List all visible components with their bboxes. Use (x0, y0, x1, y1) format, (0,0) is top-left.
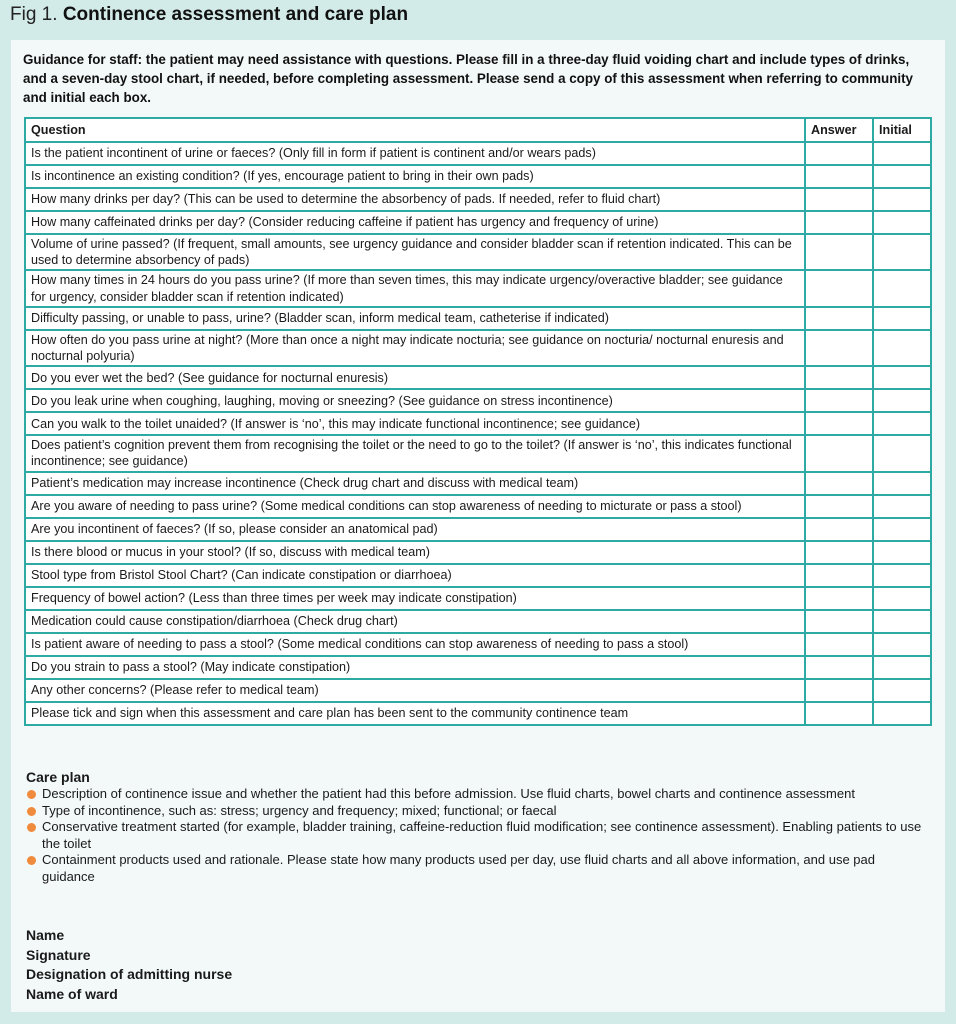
initial-cell[interactable] (873, 518, 931, 541)
initial-cell[interactable] (873, 610, 931, 633)
initial-cell[interactable] (873, 495, 931, 518)
assessment-table (24, 117, 932, 726)
care-plan-title: Care plan (26, 769, 90, 785)
initial-cell[interactable] (873, 234, 931, 270)
header-initial: Initial (873, 118, 931, 142)
table-row (25, 165, 931, 188)
table-row (25, 518, 931, 541)
answer-cell[interactable] (805, 165, 873, 188)
question-cell: Stool type from Bristol Stool Chart? (Can indicate constipation or diarrhoea) (25, 564, 805, 587)
list-item (26, 819, 931, 852)
care-plan-item-text: Description of continence issue and whether the patient had this before admission. Use fluid charts, bowel charts and continence assessment (42, 786, 855, 801)
table-row (25, 610, 931, 633)
table-row (25, 472, 931, 495)
answer-cell[interactable] (805, 518, 873, 541)
answer-cell[interactable] (805, 633, 873, 656)
question-cell: How many caffeinated drinks per day? (Consider reducing caffeine if patient has urgency and frequency of urine) (25, 211, 805, 234)
question-cell: How often do you pass urine at night? (More than once a night may indicate nocturia; see guidance on nocturia/ nocturnal enuresis and nocturnal polyuria) (25, 330, 805, 366)
care-plan-item-text: Conservative treatment started (for example, bladder training, caffeine-reduction fluid modification; see continence assessment). Enabling patients to use the toilet (42, 819, 922, 851)
initial-cell[interactable] (873, 472, 931, 495)
name-label: Name (26, 927, 65, 943)
table-row (25, 435, 931, 471)
question-cell: Is patient aware of needing to pass a stool? (Some medical conditions can stop awareness of needing to pass a stool) (25, 633, 805, 656)
initial-cell[interactable] (873, 564, 931, 587)
form-panel (11, 40, 945, 1012)
header-question: Question (25, 118, 805, 142)
staff-guidance: Guidance for staff: the patient may need assistance with questions. Please fill in a three-day fluid voiding chart and include types of drinks, and a seven-day stool chart, if needed, before completing assessment. Please send a copy of this assessment when referring to community and initial each box. (23, 52, 914, 105)
designation-label: Designation of admitting nurse (26, 966, 233, 982)
care-plan-list (26, 786, 931, 885)
table-row (25, 234, 931, 270)
table-row (25, 587, 931, 610)
answer-cell[interactable] (805, 679, 873, 702)
table-row (25, 270, 931, 306)
question-cell: Do you ever wet the bed? (See guidance for nocturnal enuresis) (25, 366, 805, 389)
figure-title (10, 2, 408, 28)
initial-cell[interactable] (873, 412, 931, 435)
question-cell: Difficulty passing, or unable to pass, urine? (Bladder scan, inform medical team, catheterise if indicated) (25, 307, 805, 330)
question-cell: Do you strain to pass a stool? (May indicate constipation) (25, 656, 805, 679)
signoff-section (26, 926, 626, 1004)
initial-cell[interactable] (873, 165, 931, 188)
table-row (25, 702, 931, 725)
question-cell: Can you walk to the toilet unaided? (If answer is ‘no’, this may indicate functional incontinence; see guidance) (25, 412, 805, 435)
table-row (25, 142, 931, 165)
question-cell: Is the patient incontinent of urine or faeces? (Only fill in form if patient is continent and/or wears pads) (25, 142, 805, 165)
list-item (26, 786, 931, 803)
table-row (25, 366, 931, 389)
table-row (25, 656, 931, 679)
question-cell: Volume of urine passed? (If frequent, small amounts, see urgency guidance and consider bladder scan if retention indicated. This can be used to determine absorbency of pads) (25, 234, 805, 270)
initial-cell[interactable] (873, 541, 931, 564)
table-row (25, 389, 931, 412)
table-row (25, 330, 931, 366)
bullet-dot-icon (27, 856, 36, 865)
question-cell: Do you leak urine when coughing, laughing, moving or sneezing? (See guidance on stress incontinence) (25, 389, 805, 412)
table-row (25, 564, 931, 587)
answer-cell[interactable] (805, 307, 873, 330)
answer-cell[interactable] (805, 564, 873, 587)
table-row (25, 211, 931, 234)
answer-cell[interactable] (805, 412, 873, 435)
initial-cell[interactable] (873, 366, 931, 389)
question-cell: Are you incontinent of faeces? (If so, please consider an anatomical pad) (25, 518, 805, 541)
question-cell: Any other concerns? (Please refer to medical team) (25, 679, 805, 702)
question-cell: Is there blood or mucus in your stool? (If so, discuss with medical team) (25, 541, 805, 564)
answer-cell[interactable] (805, 702, 873, 725)
initial-cell[interactable] (873, 587, 931, 610)
question-cell: Frequency of bowel action? (Less than three times per week may indicate constipation) (25, 587, 805, 610)
bullet-dot-icon (27, 790, 36, 799)
answer-cell[interactable] (805, 435, 873, 471)
question-cell: Is incontinence an existing condition? (If yes, encourage patient to bring in their own pads) (25, 165, 805, 188)
figure-name: Continence assessment and care plan (62, 4, 409, 25)
answer-cell[interactable] (805, 234, 873, 270)
initial-cell[interactable] (873, 389, 931, 412)
answer-cell[interactable] (805, 656, 873, 679)
initial-cell[interactable] (873, 270, 931, 306)
bullet-dot-icon (27, 823, 36, 832)
care-plan-item-text: Type of incontinence, such as: stress; urgency and frequency; mixed; functional; or faecal (42, 802, 557, 818)
answer-cell[interactable] (805, 541, 873, 564)
table-row (25, 307, 931, 330)
initial-cell[interactable] (873, 142, 931, 165)
answer-cell[interactable] (805, 211, 873, 234)
ward-label: Name of ward (26, 985, 118, 1002)
table-row (25, 495, 931, 518)
initial-cell[interactable] (873, 656, 931, 679)
answer-cell[interactable] (805, 610, 873, 633)
table-row (25, 188, 931, 211)
table-row (25, 541, 931, 564)
table-row (25, 679, 931, 702)
answer-cell[interactable] (805, 587, 873, 610)
initial-cell[interactable] (873, 330, 931, 366)
question-cell: How many drinks per day? (This can be used to determine the absorbency of pads. If needed, refer to fluid chart) (25, 188, 805, 211)
assessment-table-body (25, 142, 931, 725)
answer-cell[interactable] (805, 389, 873, 412)
question-cell: Patient’s medication may increase incontinence (Check drug chart and discuss with medical team) (25, 472, 805, 495)
answer-cell[interactable] (805, 142, 873, 165)
initial-cell[interactable] (873, 633, 931, 656)
initial-cell[interactable] (873, 188, 931, 211)
care-plan-item-text: Containment products used and rationale. Please state how many products used per day, use fluid charts and all above information, and use pad guidance (42, 852, 875, 884)
figure-number: Fig 1. (10, 4, 58, 25)
bullet-dot-icon (27, 807, 36, 816)
signature-label: Signature (26, 946, 91, 963)
question-cell: How many times in 24 hours do you pass urine? (If more than seven times, this may indicate urgency/overactive bladder; see guidance for urgency, consider bladder scan if retention indicated) (25, 270, 805, 306)
initial-cell[interactable] (873, 679, 931, 702)
answer-cell[interactable] (805, 366, 873, 389)
initial-cell[interactable] (873, 435, 931, 471)
initial-cell[interactable] (873, 702, 931, 725)
table-row (25, 633, 931, 656)
answer-cell[interactable] (805, 495, 873, 518)
question-cell: Please tick and sign when this assessment and care plan has been sent to the community continence team (25, 702, 805, 725)
answer-cell[interactable] (805, 472, 873, 495)
question-cell: Does patient’s cognition prevent them from recognising the toilet or the need to go to the toilet? (If answer is ‘no’, this indicates functional incontinence; see guidance) (25, 435, 805, 471)
table-header-row (25, 118, 931, 142)
answer-cell[interactable] (805, 270, 873, 306)
question-cell: Medication could cause constipation/diarrhoea (Check drug chart) (25, 610, 805, 633)
header-answer: Answer (805, 118, 873, 142)
initial-cell[interactable] (873, 211, 931, 234)
answer-cell[interactable] (805, 188, 873, 211)
list-item (26, 803, 931, 820)
question-cell: Are you aware of needing to pass urine? (Some medical conditions can stop awareness of needing to micturate or pass a stool) (25, 495, 805, 518)
table-row (25, 412, 931, 435)
care-plan-section (26, 768, 931, 885)
initial-cell[interactable] (873, 307, 931, 330)
answer-cell[interactable] (805, 330, 873, 366)
list-item (26, 852, 931, 885)
